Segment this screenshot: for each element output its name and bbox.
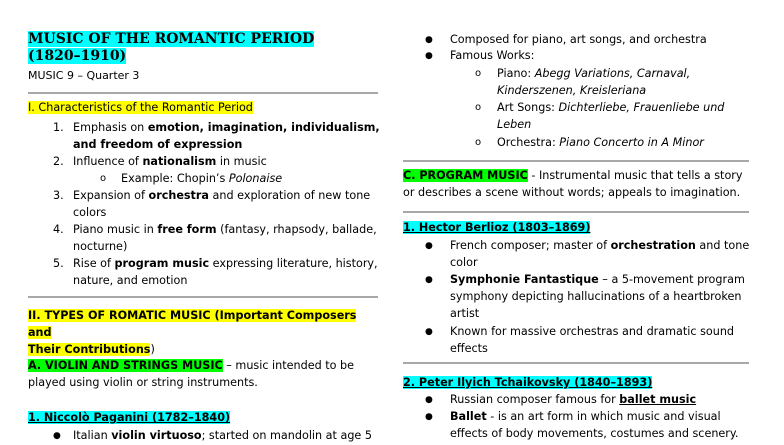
divider [403,160,749,162]
list-item: Known for massive orchestras and dramatic sound effects [450,325,735,355]
bullet-icon: ● [425,327,433,337]
list-item: Emphasis on emotion, imagination, individualism, and freedom of expression [73,121,380,151]
page-title: MUSIC OF THE ROMANTIC PERIOD (1820–1910) [28,31,315,64]
list-item: Expansion of orchestra and exploration of new tone colors [73,189,371,219]
item-number: 4. [53,223,64,236]
list-subitem: Orchestra: Piano Concerto in A Minor [497,136,704,149]
divider [403,362,749,364]
bullet-icon: ● [425,35,433,45]
divider [403,211,749,213]
item-number: 3. [53,189,64,202]
section1-heading: I. Characteristics of the Romantic Period [28,101,253,114]
list-item: Influence of nationalism in music [73,155,267,168]
list-subitem: Art Songs: Dichterliebe, Frauenliebe und Leben [497,101,725,131]
page-subtitle: MUSIC 9 – Quarter 3 [28,69,140,82]
section2-heading: II. TYPES OF ROMATIC MUSIC (Important Composers and Their Contributions) [28,309,357,356]
bullet-icon: ● [425,395,433,405]
program-music-description: C. PROGRAM MUSIC - Instrumental music that tells a story or describes a scene without words; appeals to imagination. [403,169,743,199]
bullet-icon: ● [425,241,433,251]
circle-bullet-icon: o [475,102,482,113]
item-number: 2. [53,155,64,168]
list-subitem: Piano: Abegg Variations, Carnaval, Kinderszenen, Kreisleriana [497,67,691,97]
list-item: Italian violin virtuoso; started on mandolin at age 5 [73,429,372,442]
list-item: Russian composer famous for ballet music [450,393,697,406]
paganini-heading: 1. Niccolò Paganini (1782–1840) [28,411,231,424]
list-item: French composer; master of orchestration and tone color [450,239,750,269]
list-item: Famous Works: [450,49,535,62]
tchaikovsky-heading: 2. Peter Ilyich Tchaikovsky (1840–1893) [403,376,653,389]
section-a-description: A. VIOLIN AND STRINGS MUSIC – music intended to be played using violin or string instruments. [28,359,355,389]
item-number: 1. [53,121,64,134]
bullet-icon: ● [425,51,433,61]
list-item: Ballet - is an art form in which music and visual effects of body movements, costumes and scenery. [450,410,739,440]
list-item: Rise of program music expressing literature, history, nature, and emotion [73,257,378,287]
bullet-icon: ● [425,275,433,285]
item-number: 5. [53,257,64,270]
list-item: Symphonie Fantastique – a 5-movement program symphony depicting hallucinations of a heartbroken artist [450,273,745,320]
divider [28,296,378,298]
divider [28,92,378,94]
circle-bullet-icon: o [475,137,482,148]
list-subitem: Example: Chopin’s Polonaise [121,172,283,185]
circle-bullet-icon: o [475,68,482,79]
berlioz-heading: 1. Hector Berlioz (1803–1869) [403,221,591,234]
bullet-icon: ● [425,412,433,422]
bullet-icon: ● [53,431,61,441]
list-item: Composed for piano, art songs, and orchestra [450,33,707,46]
circle-bullet-icon: o [100,173,107,184]
list-item: Piano music in free form (fantasy, rhapsody, ballade, nocturne) [73,223,377,253]
